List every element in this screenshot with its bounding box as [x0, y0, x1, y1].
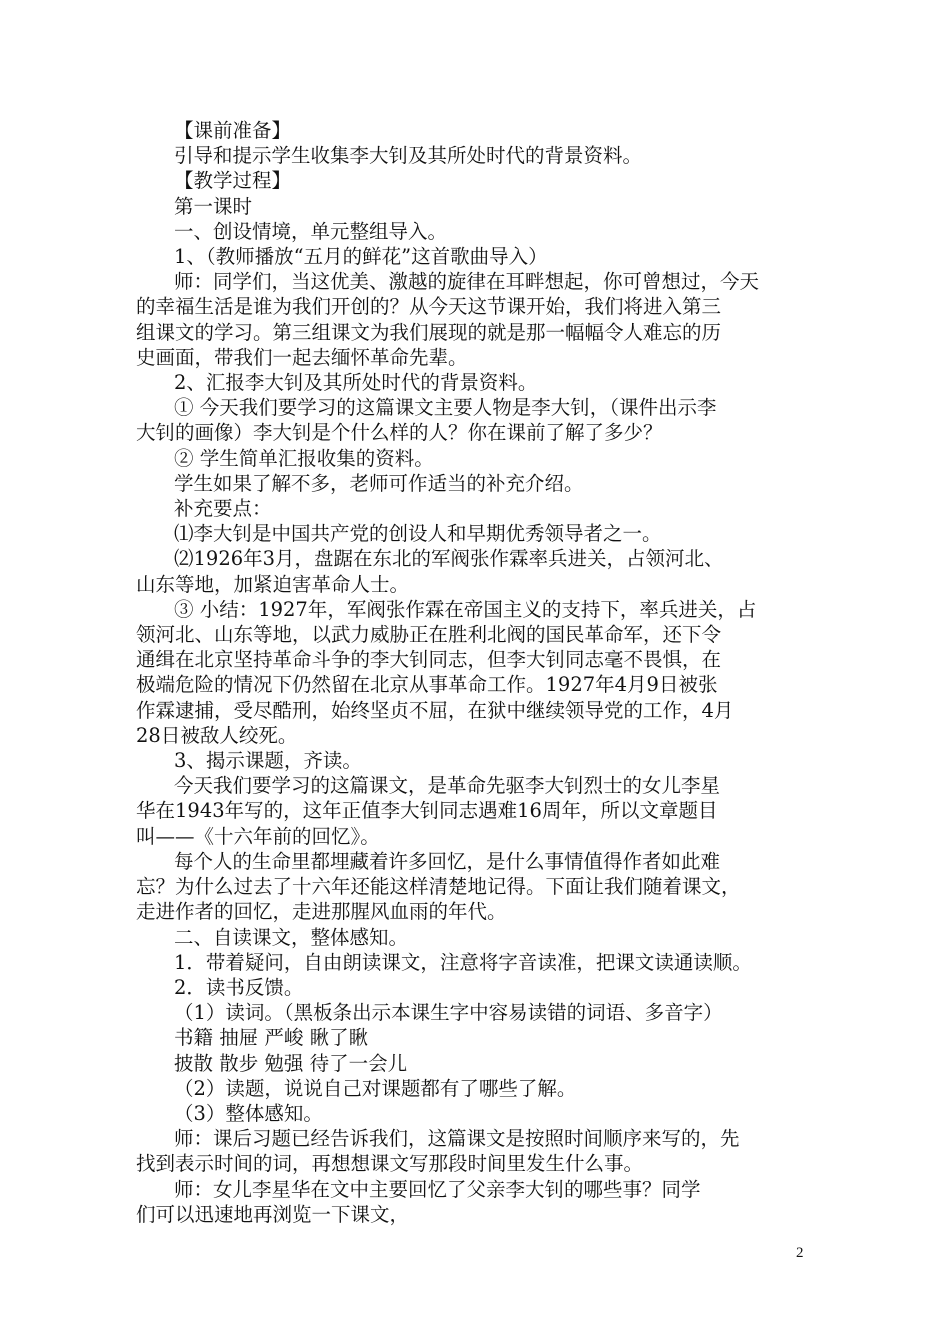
text-line: 【教学过程】 [174, 169, 292, 193]
text-line: 们可以迅速地再浏览一下课文， [136, 1202, 410, 1226]
document-body [136, 118, 810, 1227]
text-line: 通缉在北京坚持革命斗争的李大钊同志，但李大钊同志毫不畏惧，在 [136, 648, 722, 672]
text-line: 极端危险的情况下仍然留在北京从事革命工作。1927年4月9日被张 [136, 673, 718, 697]
text-line: 师：女儿李星华在文中主要回忆了父亲李大钊的哪些事？同学 [174, 1177, 701, 1201]
text-line: 史画面，带我们一起去缅怀革命先辈。 [136, 345, 468, 369]
text-line: 【课前准备】 [174, 119, 292, 142]
text-line: 2、汇报李大钊及其所处时代的背景资料。 [174, 371, 538, 395]
text-line: 引导和提示学生收集李大钊及其所处时代的背景资料。 [174, 144, 643, 168]
text-line: 的幸福生活是谁为我们开创的？从今天这节课开始，我们将进入第三 [136, 295, 722, 319]
text-line: 走进作者的回忆，走进那腥风血雨的年代。 [136, 900, 507, 924]
text-line: 补充要点： [174, 497, 272, 521]
text-line: 忘？为什么过去了十六年还能这样清楚地记得。下面让我们随着课文， [136, 875, 741, 899]
text-line: （3）整体感知。 [174, 1101, 323, 1125]
text-line: （1）读词。（黑板条出示本课生字中容易读错的词语、多音字） [174, 1001, 723, 1025]
text-line: 叫——《十六年前的回忆》。 [136, 824, 380, 848]
text-line: 3、揭示课题，齐读。 [174, 749, 362, 773]
text-line: 组课文的学习。第三组课文为我们展现的就是那一幅幅令人难忘的历 [136, 320, 722, 344]
text-line: 二、自读课文，整体感知。 [174, 925, 409, 949]
text-line: 华在1943年写的，这年正值李大钊同志遇难16周年，所以文章题目 [136, 799, 718, 823]
text-line: 师：课后习题已经告诉我们，这篇课文是按照时间顺序来写的，先 [174, 1127, 740, 1151]
text-line: 大钊的画像）李大钊是个什么样的人？你在课前了解了多少？ [136, 421, 663, 445]
text-line: 第一课时 [174, 194, 253, 218]
text-line: 学生如果了解不多，老师可作适当的补充介绍。 [174, 471, 584, 495]
text-line: 披散 散步 勉强 待了一会儿 [174, 1051, 408, 1075]
text-line: 每个人的生命里都埋藏着许多回忆，是什么事情值得作者如此难 [174, 849, 721, 873]
text-line: 一、创设情境，单元整组导入。 [174, 219, 448, 243]
text-line: ③ 小结：1927年，军阀张作霖在帝国主义的支持下，率兵进关，占 [174, 597, 757, 621]
text-line: ⑵1926年3月，盘踞在东北的军阀张作霖率兵进关，占领河北、 [174, 547, 724, 571]
text-line: 找到表示时间的词，再想想课文写那段时间里发生什么事。 [136, 1152, 644, 1176]
text-line: 2．读书反馈。 [174, 975, 304, 999]
text-line: 领河北、山东等地，以武力威胁正在胜利北阀的国民革命军，还下令 [136, 623, 722, 647]
text-line: ② 学生简单汇报收集的资料。 [174, 446, 434, 470]
text-line: 28日被敌人绞死。 [136, 723, 298, 747]
text-line: 师：同学们，当这优美、激越的旋律在耳畔想起，你可曾想过，今天 [174, 270, 760, 294]
text-line: ① 今天我们要学习的这篇课文主要人物是李大钊，（课件出示李 [174, 396, 717, 420]
text-line: ⑴李大钊是中国共产党的创设人和早期优秀领导者之一。 [174, 522, 662, 546]
text-line: 1、（教师播放“五月的鲜花”这首歌曲导入） [174, 245, 548, 269]
page-number: 2 [796, 1245, 804, 1261]
text-line: 书籍 抽屉 严峻 瞅了瞅 [174, 1026, 369, 1050]
text-line: 山东等地，加紧迫害革命人士。 [136, 572, 410, 596]
text-line: 作霖逮捕，受尽酷刑，始终坚贞不屈，在狱中继续领导党的工作，4月 [136, 698, 734, 722]
text-line: 今天我们要学习的这篇课文，是革命先驱李大钊烈士的女儿李星 [174, 774, 721, 798]
text-line: （2）读题，说说自己对课题都有了哪些了解。 [174, 1076, 577, 1100]
text-line: 1．带着疑问，自由朗读课文，注意将字音读准，把课文读通读顺。 [174, 950, 752, 974]
